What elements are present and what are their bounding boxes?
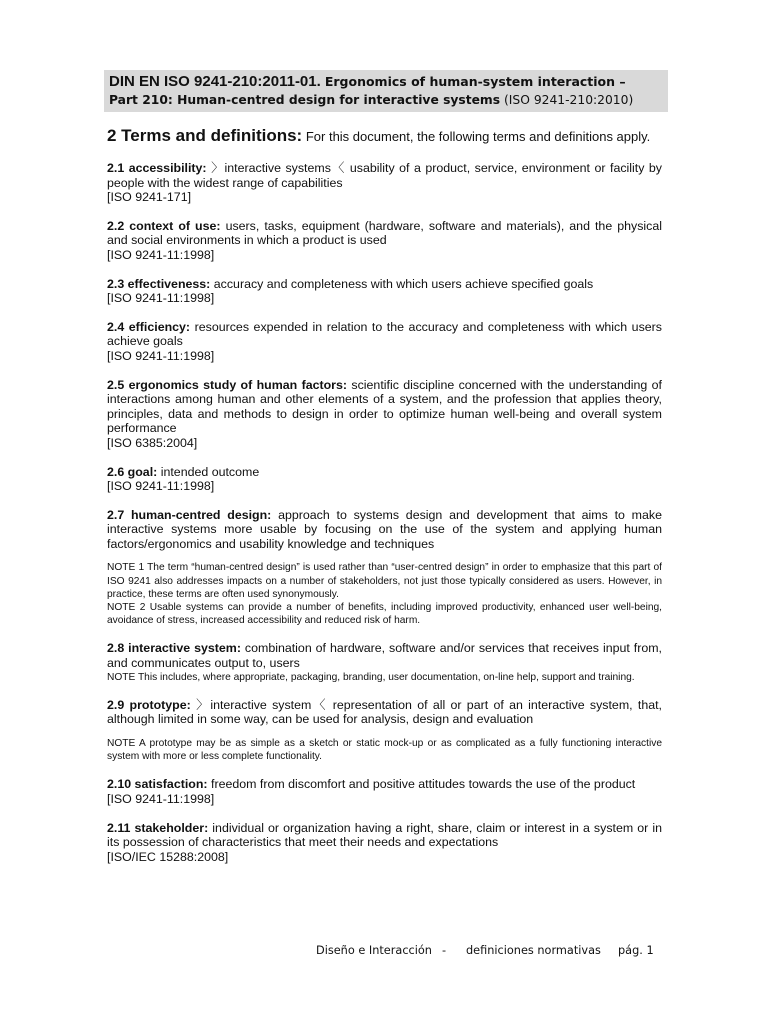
document-header — [104, 70, 668, 112]
term-reference: [ISO 9241-11:1998] — [107, 479, 215, 494]
term-reference: [ISO 9241-11:1998] — [107, 348, 215, 363]
footer-course: Diseño e Interacción — [316, 944, 432, 957]
note-1: NOTE 1 The term “human-centred design” is used rather than “user-centred design” in order to emphasize that this part of ISO 9241 also addresses impacts on a number of stakeholders, not just those typically considered as users. However, in practice, these terms are often used synonymously. — [107, 562, 662, 600]
section-intro: For this document, the following terms and definitions apply. — [305, 129, 651, 144]
term-2-3 — [107, 277, 662, 306]
term-definition: freedom from discomfort and positive attitudes towards the use of the product — [211, 777, 636, 792]
term-label: 2.7 human-centred design: — [107, 507, 272, 522]
term-definition: resources expended in relation to the accuracy and completeness with which users achieve goals — [107, 319, 662, 349]
term-label: 2.2 context of use: — [107, 218, 221, 233]
term-2-11 — [107, 821, 662, 865]
term-2-8 — [107, 641, 662, 683]
term-2-2 — [107, 219, 662, 263]
section-heading — [107, 126, 662, 147]
header-line-2 — [109, 91, 663, 109]
page-number: pág. 1 — [618, 944, 654, 957]
page-footer — [316, 944, 666, 957]
term-definition: individual or organization having a right, share, claim or interest in a system or in its possession of characteristics that meet their needs and expectations — [107, 820, 662, 850]
part-title: Part 210: Human-centred design for interactive systems — [109, 93, 501, 107]
term-label: 2.4 efficiency: — [107, 319, 191, 334]
term-definition: scientific discipline concerned with the understanding of interactions among human and other elements of a system, and the profession that applies theory, principles, data and methods to design in order to optimize human well-being and overall system performance — [107, 377, 662, 436]
note-2: NOTE 2 Usable systems can provide a number of benefits, including improved productivity, enhanced user well-being, avoidance of stress, increased accessibility and reduced risk of harm. — [107, 602, 662, 627]
header-line-1 — [109, 73, 663, 91]
document-body — [107, 126, 662, 878]
term-label: 2.8 interactive system: — [107, 641, 241, 656]
standard-id: DIN EN ISO 9241-210:2011-01. — [109, 73, 321, 90]
term-label: 2.9 prototype: — [107, 697, 191, 712]
term-definition: 〉interactive systems〈 usability of a product, service, environment or facility by people with the widest range of capabilities — [107, 161, 663, 190]
term-2-1 — [107, 161, 662, 205]
term-definition: users, tasks, equipment (hardware, software and materials), and the physical and social environments in which a product is used — [107, 218, 662, 248]
term-reference: [ISO 9241-11:1998] — [107, 247, 215, 262]
term-label: 2.1 accessibility: — [107, 161, 207, 175]
term-reference: [ISO/IEC 15288:2008] — [107, 849, 229, 864]
term-2-4 — [107, 320, 662, 364]
term-definition: approach to systems design and development that aims to make interactive systems more usable by focusing on the use of the system and applying human factors/ergonomics and usability knowledge and techniques — [107, 507, 662, 551]
term-definition: accuracy and completeness with which users achieve specified goals — [213, 276, 594, 291]
term-2-10 — [107, 777, 662, 806]
term-label: 2.3 effectiveness: — [107, 276, 211, 291]
footer-topic: definiciones normativas — [466, 944, 601, 957]
term-2-5 — [107, 378, 662, 451]
term-reference: [ISO 9241-11:1998] — [107, 792, 215, 807]
footer-separator: - — [442, 944, 447, 957]
term-note: NOTE This includes, where appropriate, packaging, branding, user documentation, on-line help, support and training. — [107, 671, 635, 683]
iso-ref: (ISO 9241-210:2010) — [504, 93, 634, 107]
note-prototype: NOTE A prototype may be as simple as a sketch or static mock-up or as complicated as a fully functioning interactive system with more or less complete functionality. — [107, 738, 662, 763]
term-reference: [ISO 9241-171] — [107, 190, 192, 205]
term-2-7 — [107, 508, 662, 552]
term-2-6 — [107, 465, 662, 494]
term-label: 2.11 stakeholder: — [107, 820, 209, 835]
section-title: 2 Terms and definitions: — [107, 126, 303, 145]
term-label: 2.6 goal: — [107, 464, 158, 479]
term-reference: [ISO 9241-11:1998] — [107, 291, 215, 306]
term-2-7-notes — [107, 561, 662, 627]
term-2-9-note — [107, 737, 662, 763]
term-definition: intended outcome — [160, 464, 260, 479]
term-reference: [ISO 6385:2004] — [107, 435, 198, 450]
term-definition: 〉interactive system〈 representation of all or part of an interactive system, that, although limited in some way, can be used for analysis, design and evaluation — [107, 697, 662, 727]
term-definition: combination of hardware, software and/or services that receives input from, and communicates output to, users — [107, 641, 662, 671]
term-2-9 — [107, 698, 662, 727]
term-label: 2.5 ergonomics study of human factors: — [107, 377, 348, 392]
standard-title: Ergonomics of human-system interaction – — [324, 74, 626, 89]
term-label: 2.10 satisfaction: — [107, 777, 208, 792]
